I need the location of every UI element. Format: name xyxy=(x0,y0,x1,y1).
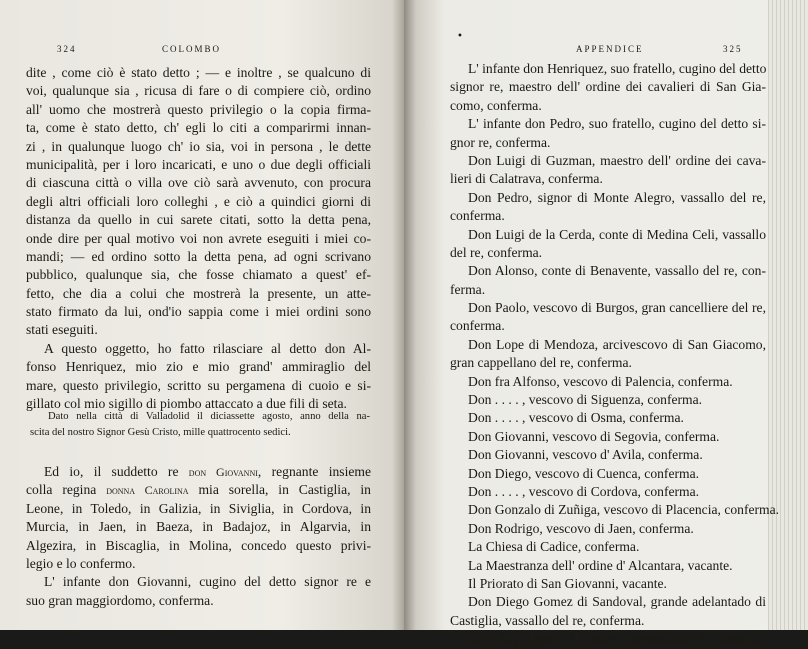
text-line: Don Alonso, conte di Benavente, vassallo del re, con- xyxy=(468,263,766,279)
text-line: Don Rodrigo, vescovo di Jaen, conferma. xyxy=(468,520,694,536)
text-line: distanza da quello in cui sarete citati, sotto la detta pena, xyxy=(26,212,371,228)
text-line: stato firmato da lui, ond'io sappia come i miei ordini sono xyxy=(26,304,371,320)
left-page-number: 324 xyxy=(57,44,77,54)
text-line: L' infante don Pedro, suo fratello, cugino del detto si- xyxy=(468,116,766,132)
text-line: Don . . . . , vescovo di Siguenza, conferma. xyxy=(468,392,703,408)
left-page xyxy=(0,0,404,630)
text-line: suo gran maggiordomo, conferma. xyxy=(26,592,214,608)
right-text xyxy=(450,60,780,649)
text-line: ta, come è stato detto, ch' egli lo citi a comparirmi innan- xyxy=(26,120,371,136)
text-line: legio e lo confermo. xyxy=(26,555,136,571)
text-line: Don fra Alfonso, vescovo di Palencia, conferma. xyxy=(468,373,733,389)
text-line: del re, conferma. xyxy=(450,244,543,260)
text-line: Don Lope di Mendoza, arcivescovo di San Giacomo, xyxy=(468,336,766,352)
text-line: gillato col mio sigillo di piombo attaccato a due fili di seta. xyxy=(26,396,347,412)
dated-note xyxy=(30,409,370,441)
text-line: conferma. xyxy=(450,208,505,224)
text-line: L' infante don Henriquez, suo fratello, cugino del detto xyxy=(468,61,767,76)
text-line: conferma. xyxy=(450,318,505,334)
left-running-head: COLOMBO xyxy=(162,44,222,54)
left-paragraph-3 xyxy=(26,463,371,610)
text-line: municipalità, per i loro incaricati, e uno o due degli officiali xyxy=(26,156,371,172)
text-line: Leone, in Toledo, in Galizia, in Siviglia, in Cordova, in xyxy=(26,500,371,516)
text-line: como, conferma. xyxy=(450,97,542,113)
text-line: Don . . . . , vescovo di Cordova, conferma. xyxy=(468,483,700,499)
text-line: Don Gonzalo di Zuñiga, vescovo di Placencia, conferma. xyxy=(468,502,780,518)
text-line: gnor re, conferma. xyxy=(450,134,551,150)
text-line: Don . . . . , vescovo di Osma, conferma. xyxy=(468,410,684,426)
text-line: Murcia, in Jaen, in Baeza, in Badajoz, in Algarvia, in xyxy=(26,519,371,535)
text-line: Don Diego Gomez di Sandoval, grande adelantado di xyxy=(468,594,766,610)
text-line: all' uomo che mostrerà questo privilegio o la copia firma- xyxy=(26,101,371,117)
right-running-head: APPENDICE xyxy=(576,44,644,54)
text-line: La Chiesa di Cadice, conferma. xyxy=(468,539,640,555)
text-line: Don Luigi di Guzman, maestro dell' ordine dei cava- xyxy=(468,152,766,168)
text-line: di ciascuna città o villa ove ciò sarà avvenuto, con procura xyxy=(26,175,371,191)
right-page xyxy=(404,0,808,647)
text-line: zi , in qualunque luogo ch' io sia, voi in persona , le dette xyxy=(26,138,371,154)
text-line: mare, questo privilegio, scritto su pergamena di cuoio e si- xyxy=(26,377,371,393)
text-line: degli altri officiali loro colleghi , e ciò a quindici giorni di xyxy=(26,193,371,209)
text-line: Il Priorato di San Giovanni, vacante. xyxy=(468,575,667,591)
king-name: don Giovanni xyxy=(188,465,258,479)
text-line: L' infante don Giovanni, cugino del detto signor re e xyxy=(44,574,371,590)
text-line: scita del nostro Signor Gesù Cristo, mille quattrocento sedici. xyxy=(30,427,291,438)
text-line: Don Giovanni, vescovo d' Avila, conferma. xyxy=(468,447,703,463)
text-line: fonso Henriquez, mio zio e mio grand' ammiraglio del xyxy=(26,359,371,375)
text-line: La Maestranza dell' ordine d' Alcantara, vacante. xyxy=(468,557,733,573)
text-line: Dato nella città di Valladolid il diciassette agosto, anno della na- xyxy=(48,411,370,422)
text-line: lieri di Calatrava, conferma. xyxy=(450,171,603,187)
text-line: mandi; — ed ordino sotto la detta pena, ad ogni scrivano xyxy=(26,248,371,264)
text-line: dite , come ciò è stato detto ; — e inoltre , se qualcuno di xyxy=(26,65,371,80)
text-line: Don Diego, vescovo di Cuenca, conferma. xyxy=(468,465,700,481)
text-line: Don Giovanni, vescovo di Segovia, conferma. xyxy=(468,428,720,444)
text-line: fetto, che dia a colui che mostrerà la presente, un atte- xyxy=(26,285,371,301)
text-line: A questo oggetto, ho fatto rilasciare al detto don Al- xyxy=(44,340,371,356)
text-line: voi, qualunque sia , ricusa di fare o di compiere ciò, ordino xyxy=(26,83,371,99)
text-line: pubblico, qualunque sia, che fosse chiamato a quest' ef- xyxy=(26,267,371,283)
text-line: Don Luigi de la Cerda, conte di Medina Celi, vassallo xyxy=(468,226,766,242)
dot-mark: • xyxy=(457,31,463,42)
text-line: onde dire per qual motivo voi non avrete eseguiti i miei co- xyxy=(26,230,371,246)
text-line: colla regina donna Carolina mia sorella, in Castiglia, in xyxy=(26,482,371,498)
text-line: stati eseguiti. xyxy=(26,322,98,338)
text-line: Castiglia, vassallo del re, conferma. xyxy=(450,612,645,628)
text-line: signor re, maestro dell' ordine dei cavalieri di San Gia- xyxy=(450,79,766,95)
text-line: Ed io, il suddetto re don Giovanni, regnante insieme xyxy=(44,464,371,479)
text-line: Don Ruy Lopez d' Avalos, contestabile di Castiglia, xyxy=(468,631,766,647)
left-paragraph-1 xyxy=(26,64,371,413)
text-line: Don Paolo, vescovo di Burgos, gran cancelliere del re, xyxy=(468,300,766,316)
page-edge xyxy=(768,0,808,630)
text-line: Algezira, in Biscaglia, in Molina, concedo questo privi- xyxy=(26,537,371,553)
text-line: ferma. xyxy=(450,281,486,297)
text-line: gran cappellano del re, conferma. xyxy=(450,355,632,371)
text-line: Don Pedro, signor di Monte Alegro, vassallo del re, xyxy=(468,189,766,205)
queen-name: donna Carolina xyxy=(106,483,189,498)
right-page-number: 325 xyxy=(723,44,743,54)
